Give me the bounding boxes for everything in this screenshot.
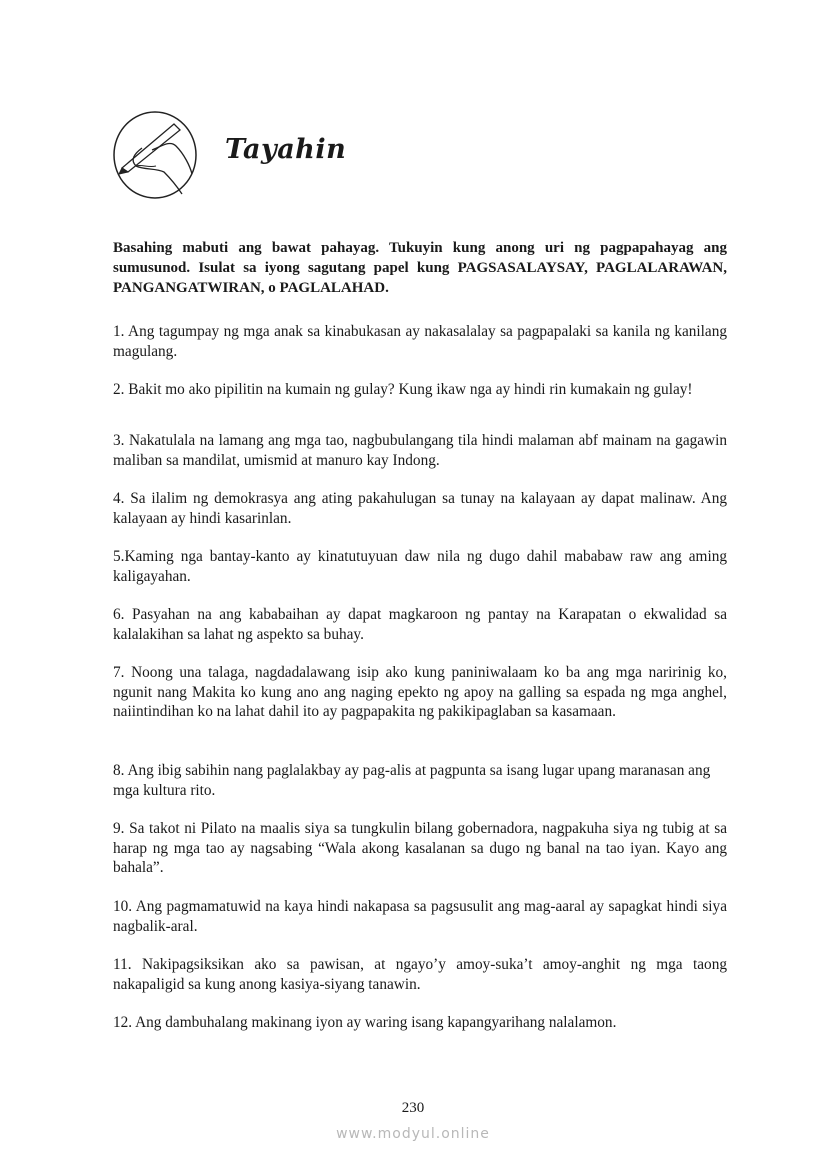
page-number: 230 — [401, 1100, 425, 1116]
list-item: 8. Ang ibig sabihin nang paglalakbay ay pag-alis at pagpunta sa isang lugar upang maranasan ang mga kultura rito. — [113, 762, 711, 799]
list-item: 7. Noong una talaga, nagdadalawang isip ako kung paniniwalaam ko ba ang mga naririnig ko, ngunit nang Makita ko kung ano ang naging epekto ng apoy na galling sa espada ng mga anghel, naiintindihan ko na lahat dahil ito ay pagpapakita ng pakikipaglaban sa kasamaan. — [113, 664, 727, 721]
list-item: 10. Ang pagmamatuwid na kaya hindi nakapasa sa pagsusulit ang mag-aaral ay sapagkat hindi siya nagbalik-aral. — [113, 898, 727, 935]
list-item: 4. Sa ilalim ng demokrasya ang ating pakahulugan sa tunay na kalayaan ay dapat malinaw. Ang kalayaan ay hindi kasarinlan. — [113, 490, 727, 527]
list-item: 9. Sa takot ni Pilato na maalis siya sa tungkulin bilang gobernadora, nagpakuha siya ng tubig at sa harap ng mga tao ay nagsabing “Wala akong kasalanan sa dugo ng banal na tao iyan. Kayo ang bahala”. — [113, 820, 727, 877]
hand-writing-pencil-icon — [112, 110, 198, 200]
list-item: 1. Ang tagumpay ng mga anak sa kinabukasan ay nakasalalay sa pagpapalaki sa kanila ng kanilang magulang. — [113, 323, 727, 360]
list-item: 5.Kaming nga bantay-kanto ay kinatutuyuan daw nila ng dugo dahil mababaw raw ang aming kaligayahan. — [113, 548, 727, 585]
list-item: 2. Bakit mo ako pipilitin na kumain ng gulay? Kung ikaw nga ay hindi rin kumakain ng gulay! — [113, 381, 693, 398]
list-item: 11. Nakipagsiksikan ako sa pawisan, at ngayo’y amoy-suka’t amoy-anghit ng mga taong nakapaligid sa kung anong kasiya-siyang tanawin. — [113, 956, 727, 993]
list-item: 12. Ang dambuhalang makinang iyon ay waring isang kapangyarihang nalalamon. — [113, 1014, 617, 1031]
page-title: Tayahin — [225, 134, 347, 165]
list-item: 3. Nakatulala na lamang ang mga tao, nagbubulangang tila hindi malaman abf mainam na gagawin maliban sa mandilat, umismid at manuro kay Indong. — [113, 432, 727, 469]
instructions: Basahing mabuti ang bawat pahayag. Tukuyin kung anong uri ng pagpapahayag ang sumusunod. Isulat sa iyong sagutang papel kung PAGSASALAYSAY, PAGLALARAWAN, PANGANGATWIRAN, o PAGLALAHAD. — [113, 240, 727, 296]
watermark: www.modyul.online — [336, 1126, 490, 1142]
list-item: 6. Pasyahan na ang kababaihan ay dapat magkaroon ng pantay na Karapatan o ekwalidad sa kalalakihan sa lahat ng aspekto sa buhay. — [113, 606, 727, 643]
